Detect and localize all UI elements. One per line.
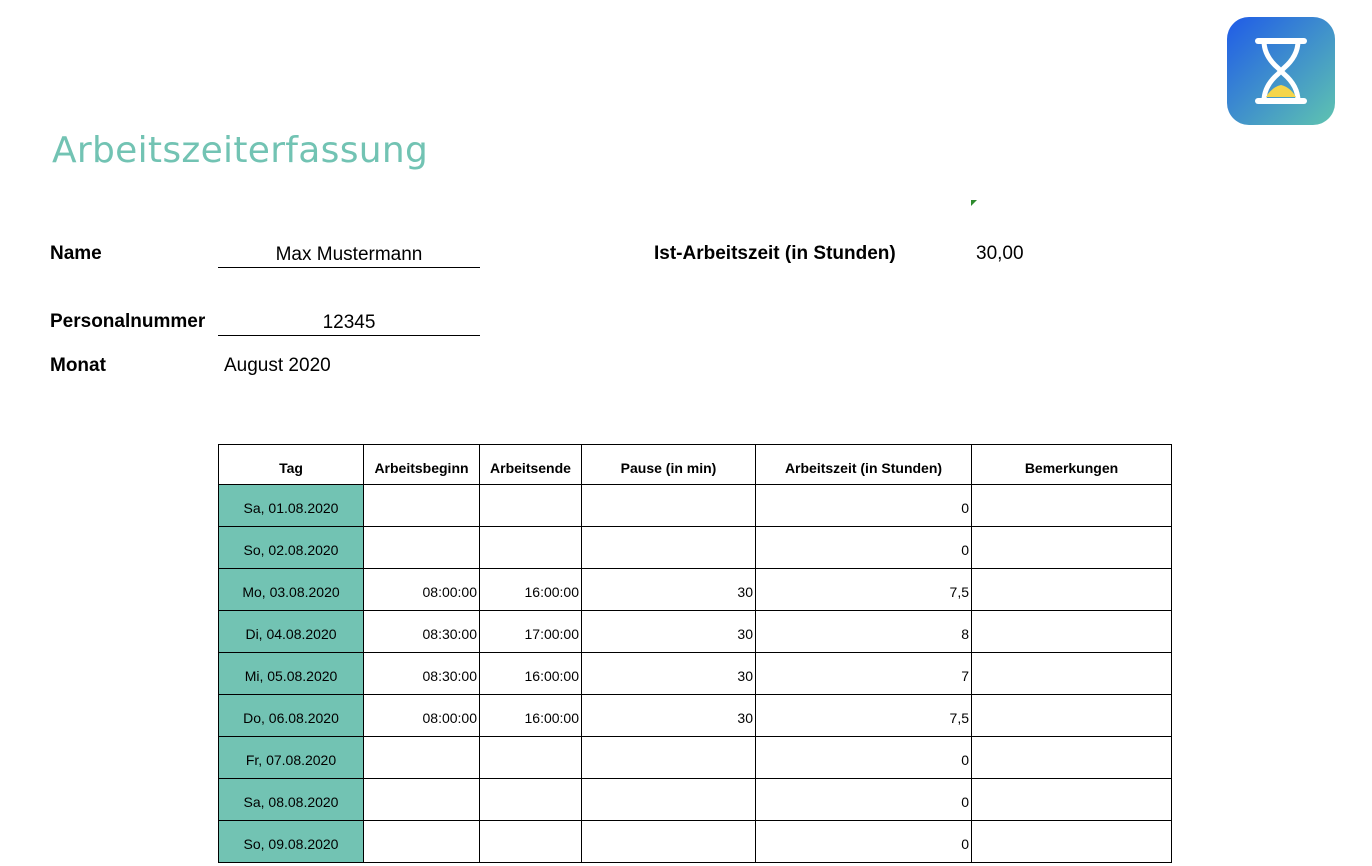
end-cell[interactable] xyxy=(480,527,582,569)
table-row xyxy=(219,569,1172,611)
table-row xyxy=(219,485,1172,527)
pause-cell[interactable]: 30 xyxy=(582,611,756,653)
hours-cell: 7,5 xyxy=(756,695,972,737)
column-header-bemerkungen: Bemerkungen xyxy=(972,445,1172,485)
column-header-pause: Pause (in min) xyxy=(582,445,756,485)
remarks-cell[interactable] xyxy=(972,527,1172,569)
column-header-arbeitsende: Arbeitsende xyxy=(480,445,582,485)
end-cell[interactable]: 17:00:00 xyxy=(480,611,582,653)
day-cell: So, 02.08.2020 xyxy=(219,527,364,569)
name-field[interactable]: Max Mustermann xyxy=(218,243,480,268)
remarks-cell[interactable] xyxy=(972,485,1172,527)
pause-cell[interactable] xyxy=(582,527,756,569)
day-cell: So, 09.08.2020 xyxy=(219,821,364,863)
pause-cell[interactable] xyxy=(582,821,756,863)
day-cell: Di, 04.08.2020 xyxy=(219,611,364,653)
personalnummer-label: Personalnummer xyxy=(50,311,206,332)
table-row xyxy=(219,527,1172,569)
column-header-arbeitszeit: Arbeitszeit (in Stunden) xyxy=(756,445,972,485)
column-header-tag: Tag xyxy=(219,445,364,485)
hours-cell: 7,5 xyxy=(756,569,972,611)
hours-cell: 8 xyxy=(756,611,972,653)
table-row xyxy=(219,821,1172,863)
start-cell[interactable] xyxy=(364,527,480,569)
table-header-row xyxy=(219,445,1172,485)
day-cell: Mi, 05.08.2020 xyxy=(219,653,364,695)
start-cell[interactable] xyxy=(364,737,480,779)
day-cell: Sa, 01.08.2020 xyxy=(219,485,364,527)
name-label: Name xyxy=(50,243,102,264)
pause-cell[interactable]: 30 xyxy=(582,569,756,611)
remarks-cell[interactable] xyxy=(972,821,1172,863)
remarks-cell[interactable] xyxy=(972,695,1172,737)
start-cell[interactable]: 08:00:00 xyxy=(364,695,480,737)
start-cell[interactable]: 08:00:00 xyxy=(364,569,480,611)
remarks-cell[interactable] xyxy=(972,653,1172,695)
ist-arbeitszeit-value: 30,00 xyxy=(976,243,1024,264)
end-cell[interactable] xyxy=(480,779,582,821)
monat-label: Monat xyxy=(50,355,106,376)
hours-cell: 7 xyxy=(756,653,972,695)
day-cell: Sa, 08.08.2020 xyxy=(219,779,364,821)
start-cell[interactable]: 08:30:00 xyxy=(364,611,480,653)
column-header-arbeitsbeginn: Arbeitsbeginn xyxy=(364,445,480,485)
hours-cell: 0 xyxy=(756,737,972,779)
table-row xyxy=(219,611,1172,653)
remarks-cell[interactable] xyxy=(972,569,1172,611)
end-cell[interactable]: 16:00:00 xyxy=(480,695,582,737)
personalnummer-field[interactable]: 12345 xyxy=(218,311,480,336)
day-cell: Mo, 03.08.2020 xyxy=(219,569,364,611)
ist-arbeitszeit-label: Ist-Arbeitszeit (in Stunden) xyxy=(654,243,896,264)
cell-marker-icon xyxy=(971,200,977,206)
end-cell[interactable] xyxy=(480,821,582,863)
start-cell[interactable] xyxy=(364,485,480,527)
hourglass-icon xyxy=(1226,16,1336,126)
start-cell[interactable] xyxy=(364,821,480,863)
pause-cell[interactable] xyxy=(582,737,756,779)
pause-cell[interactable] xyxy=(582,485,756,527)
day-cell: Fr, 07.08.2020 xyxy=(219,737,364,779)
monat-value: August 2020 xyxy=(224,355,331,376)
start-cell[interactable] xyxy=(364,779,480,821)
table-row xyxy=(219,779,1172,821)
day-cell: Do, 06.08.2020 xyxy=(219,695,364,737)
hours-cell: 0 xyxy=(756,527,972,569)
hours-cell: 0 xyxy=(756,779,972,821)
hours-cell: 0 xyxy=(756,485,972,527)
remarks-cell[interactable] xyxy=(972,611,1172,653)
table-row xyxy=(219,695,1172,737)
pause-cell[interactable]: 30 xyxy=(582,695,756,737)
end-cell[interactable]: 16:00:00 xyxy=(480,569,582,611)
table-row xyxy=(219,737,1172,779)
pause-cell[interactable]: 30 xyxy=(582,653,756,695)
end-cell[interactable]: 16:00:00 xyxy=(480,653,582,695)
end-cell[interactable] xyxy=(480,737,582,779)
remarks-cell[interactable] xyxy=(972,779,1172,821)
remarks-cell[interactable] xyxy=(972,737,1172,779)
timesheet-table xyxy=(218,444,1172,863)
page-title: Arbeitszeiterfassung xyxy=(52,130,429,171)
start-cell[interactable]: 08:30:00 xyxy=(364,653,480,695)
pause-cell[interactable] xyxy=(582,779,756,821)
hours-cell: 0 xyxy=(756,821,972,863)
end-cell[interactable] xyxy=(480,485,582,527)
table-row xyxy=(219,653,1172,695)
